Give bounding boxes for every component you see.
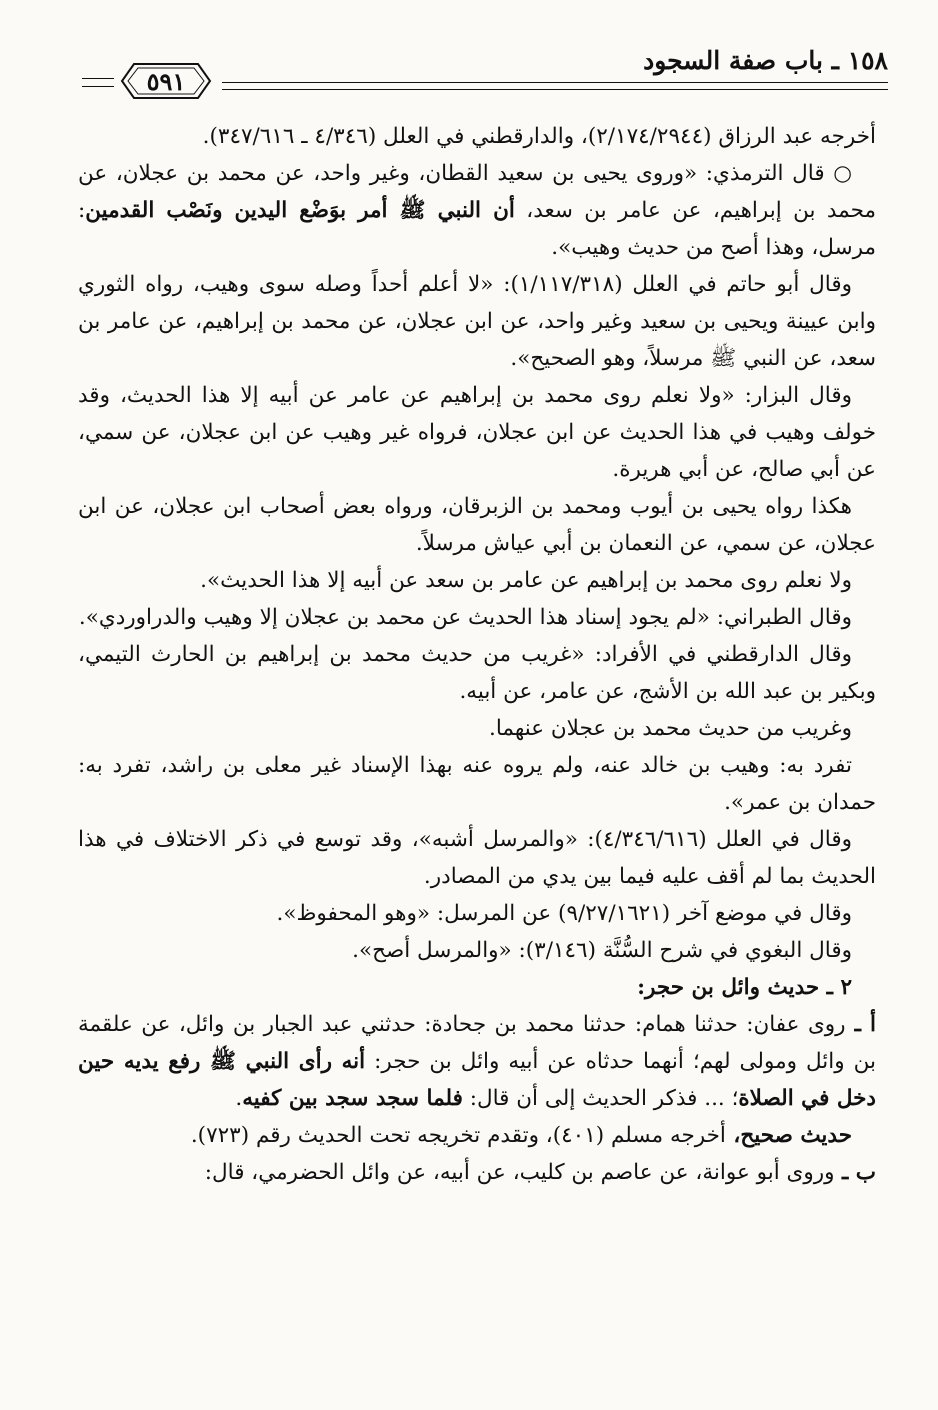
paragraph (78, 747, 876, 821)
text-run: وقال الدارقطني في الأفراد: «غريب من حديث محمد بن إبراهيم بن الحارث التيمي، وبكير بن عبد الله بن الأشج، عن عامر، عن أبيه. (78, 642, 876, 704)
text-run: : مرسل، وهذا أصح من حديث وهيب». (78, 198, 876, 260)
paragraph (78, 599, 876, 636)
paragraph (78, 118, 876, 155)
paragraph (78, 1006, 876, 1117)
bold-text: أ ـ (845, 1012, 876, 1037)
section-heading (78, 969, 876, 1006)
text-run: وقال البزار: «ولا نعلم روى محمد بن إبراهيم عن عامر عن أبيه إلا هذا الحديث، وقد خولف وهيب في هذا الحديث عن ابن عجلان، فرواه غير وهيب عن ابن عجلان، عن سمي، عن أبي صالح، عن أبي هريرة. (78, 383, 876, 482)
page-header (82, 46, 888, 106)
bold-text: ٢ ـ حديث وائل بن حجر: (637, 975, 852, 1000)
text-run: وقال الطبراني: «لم يجود إسناد هذا الحديث عن محمد بن عجلان إلا وهيب والدراوردي». (78, 605, 852, 630)
paragraph (78, 710, 876, 747)
bold-text: أنه رأى النبي ﷺ رفع يديه حين دخل في الصلاة (78, 1049, 876, 1111)
text-run: ولا نعلم روى محمد بن إبراهيم عن عامر بن سعد عن أبيه إلا هذا الحديث». (200, 568, 852, 593)
text-run: أخرجه مسلم (٤٠١)، وتقدم تخريجه تحت الحديث رقم (٧٢٣). (190, 1123, 726, 1148)
left-rule (82, 78, 114, 79)
bold-text: فلما سجد سجد بين كفيه (242, 1086, 463, 1111)
bold-text: حديث صحيح، (725, 1123, 852, 1148)
text-run: وقال البغوي في شرح السُّنَّة (٣/١٤٦): «والمرسل أصح». (352, 938, 852, 963)
bold-text: أن النبي ﷺ أمر بوَضْع اليدين ونَصْب القدمين (85, 198, 515, 223)
page-number: ٥٩١ (146, 66, 186, 96)
text-run: ○ قال الترمذي: «وروى يحيى بن سعيد القطان، وغير واحد، عن محمد بن عجلان، عن محمد بن إبراهيم، عن عامر بن سعد، (78, 161, 876, 223)
text-run: وقال في العلل (٤/٣٤٦/٦١٦): «والمرسل أشبه»، وقد توسع في ذكر الاختلاف في هذا الحديث بما لم أقف عليه فيما بين يدي من المصادر. (78, 827, 876, 889)
text-run: ؛ ... فذكر الحديث إلى أن قال: (462, 1086, 739, 1111)
paragraph (78, 932, 876, 969)
text-run: وروى أبو عوانة، عن عاصم بن كليب، عن أبيه، عن وائل الحضرمي، قال: (204, 1160, 835, 1185)
text-run: تفرد به: وهيب بن خالد عنه، ولم يروه عنه بهذا الإسناد غير معلى بن راشد، تفرد به: حمدان بن عمر». (78, 753, 876, 815)
paragraph (78, 1154, 876, 1191)
text-run: . (235, 1086, 243, 1111)
paragraph (78, 266, 876, 377)
text-run: هكذا رواه يحيى بن أيوب ومحمد بن الزبرقان، ورواه بعض أصحاب ابن عجلان، عن ابن عجلان، عن سمي، عن النعمان بن أبي عياش مرسلاً. (78, 494, 876, 556)
paragraph (78, 636, 876, 710)
text-run: أخرجه عبد الرزاق (٢/١٧٤/٢٩٤٤)، والدارقطني في العلل (٤/٣٤٦ ـ ٣٤٧/٦١٦). (202, 124, 876, 149)
paragraph (78, 488, 876, 562)
paragraph (78, 562, 876, 599)
text-run: وغريب من حديث محمد بن عجلان عنهما. (489, 716, 852, 741)
text-run: وقال أبو حاتم في العلل (١/١١٧/٣١٨): «لا أعلم أحداً وصله سوى وهيب، رواه الثوري وابن عيينة ويحيى بن سعيد وغير واحد، عن ابن عجلان، عن محمد بن إبراهيم، عن عامر بن سعد، عن النبي ﷺ مرسلاً، وهو الصحيح». (78, 272, 876, 371)
paragraph (78, 1117, 876, 1154)
paragraph (78, 895, 876, 932)
header-rule-thin (222, 89, 888, 90)
text-run: روى عفان: حدثنا همام: حدثنا محمد بن جحادة: حدثني عبد الجبار بن وائل، عن علقمة بن وائل ومولى لهم؛ أنهما حدثاه عن أبيه وائل بن حجر: (78, 1012, 876, 1074)
left-rule-thin (82, 86, 114, 87)
paragraph (78, 155, 876, 266)
paragraph (78, 821, 876, 895)
paragraph (78, 377, 876, 488)
text-run: وقال في موضع آخر (٩/٢٧/١٦٢١) عن المرسل: «وهو المحفوظ». (276, 901, 852, 926)
header-rule (222, 82, 888, 83)
body-text (78, 118, 876, 1191)
chapter-title: ١٥٨ ـ باب صفة السجود (643, 46, 888, 75)
bold-text: ب ـ (834, 1160, 876, 1185)
page-number-badge (120, 62, 212, 100)
